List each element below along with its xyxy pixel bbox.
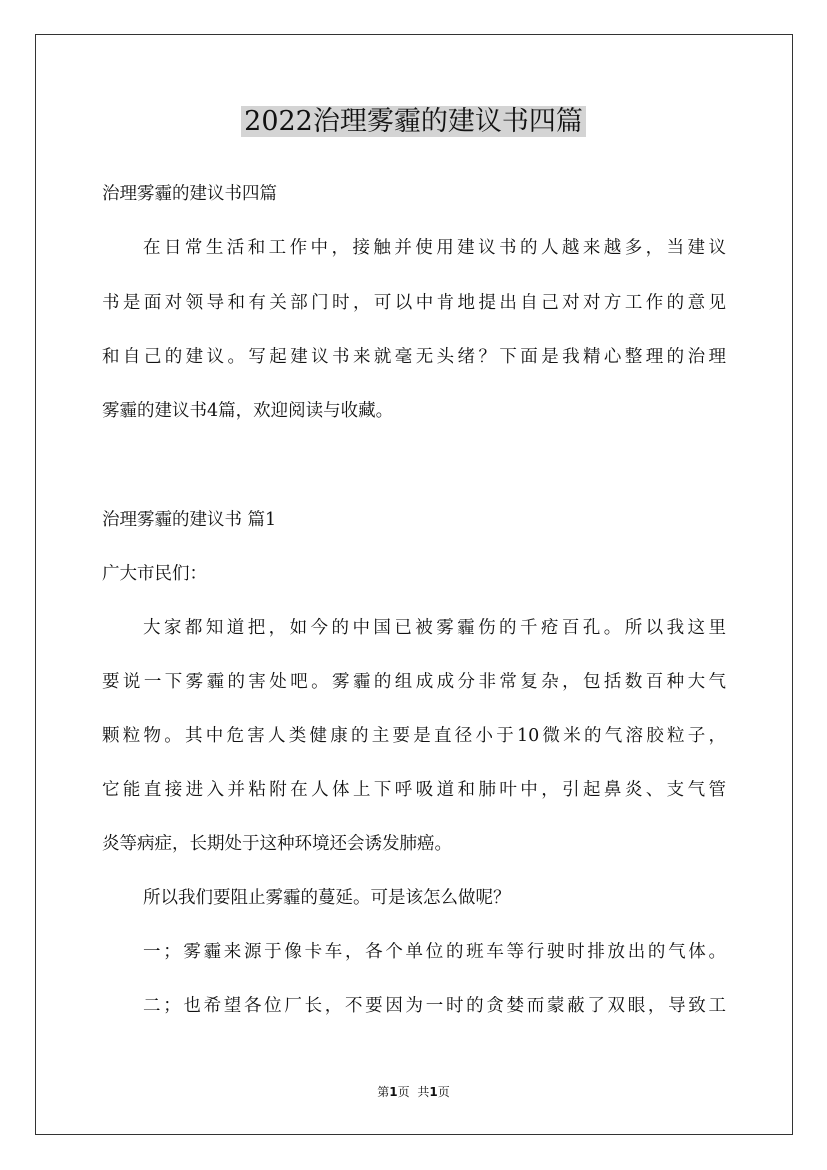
point-one: 一；雾霾来源于像卡车，各个单位的班车等行驶时排放出的气体。 <box>143 942 726 962</box>
footer-page-prefix: 第 <box>377 1085 390 1099</box>
footer-total-suffix: 页 <box>437 1085 450 1099</box>
document-subtitle: 治理雾霾的建议书四篇 <box>102 184 277 204</box>
body-line-2: 要说一下雾霾的害处吧。雾霾的组成成分非常复杂，包括数百种大气 <box>102 672 726 692</box>
question-line: 所以我们要阻止雾霾的蔓延。可是该怎么做呢？ <box>143 888 511 908</box>
intro-line-2: 书是面对领导和有关部门时，可以中肯地提出自己对对方工作的意见 <box>102 293 726 313</box>
document-title <box>0 100 827 144</box>
footer-total-number: 1 <box>429 1085 438 1099</box>
salutation: 广大市民们： <box>102 564 207 584</box>
document-title-text: 2022治理雾霾的建议书四篇 <box>241 106 586 137</box>
point-two: 二；也希望各位厂长，不要因为一时的贪婪而蒙蔽了双眼，导致工 <box>143 996 726 1016</box>
section-heading: 治理雾霾的建议书 篇1 <box>102 510 277 530</box>
footer-page-number: 1 <box>389 1085 398 1099</box>
footer-page-suffix: 页 <box>397 1085 410 1099</box>
footer-total-prefix: 共 <box>417 1085 430 1099</box>
body-line-3: 颗粒物。其中危害人类健康的主要是直径小于10微米的气溶胶粒子， <box>102 726 726 746</box>
intro-line-4: 雾霾的建议书4篇，欢迎阅读与收藏。 <box>102 401 394 421</box>
page-footer <box>0 1083 827 1101</box>
body-line-5: 炎等病症，长期处于这种环境还会诱发肺癌。 <box>102 834 452 854</box>
intro-line-1: 在日常生活和工作中，接触并使用建议书的人越来越多，当建议 <box>143 238 726 258</box>
body-line-4: 它能直接进入并粘附在人体上下呼吸道和肺叶中，引起鼻炎、支气管 <box>102 780 726 800</box>
intro-line-3: 和自己的建议。写起建议书来就毫无头绪？下面是我精心整理的治理 <box>102 347 726 367</box>
body-line-1: 大家都知道把，如今的中国已被雾霾伤的千疮百孔。所以我这里 <box>143 618 726 638</box>
